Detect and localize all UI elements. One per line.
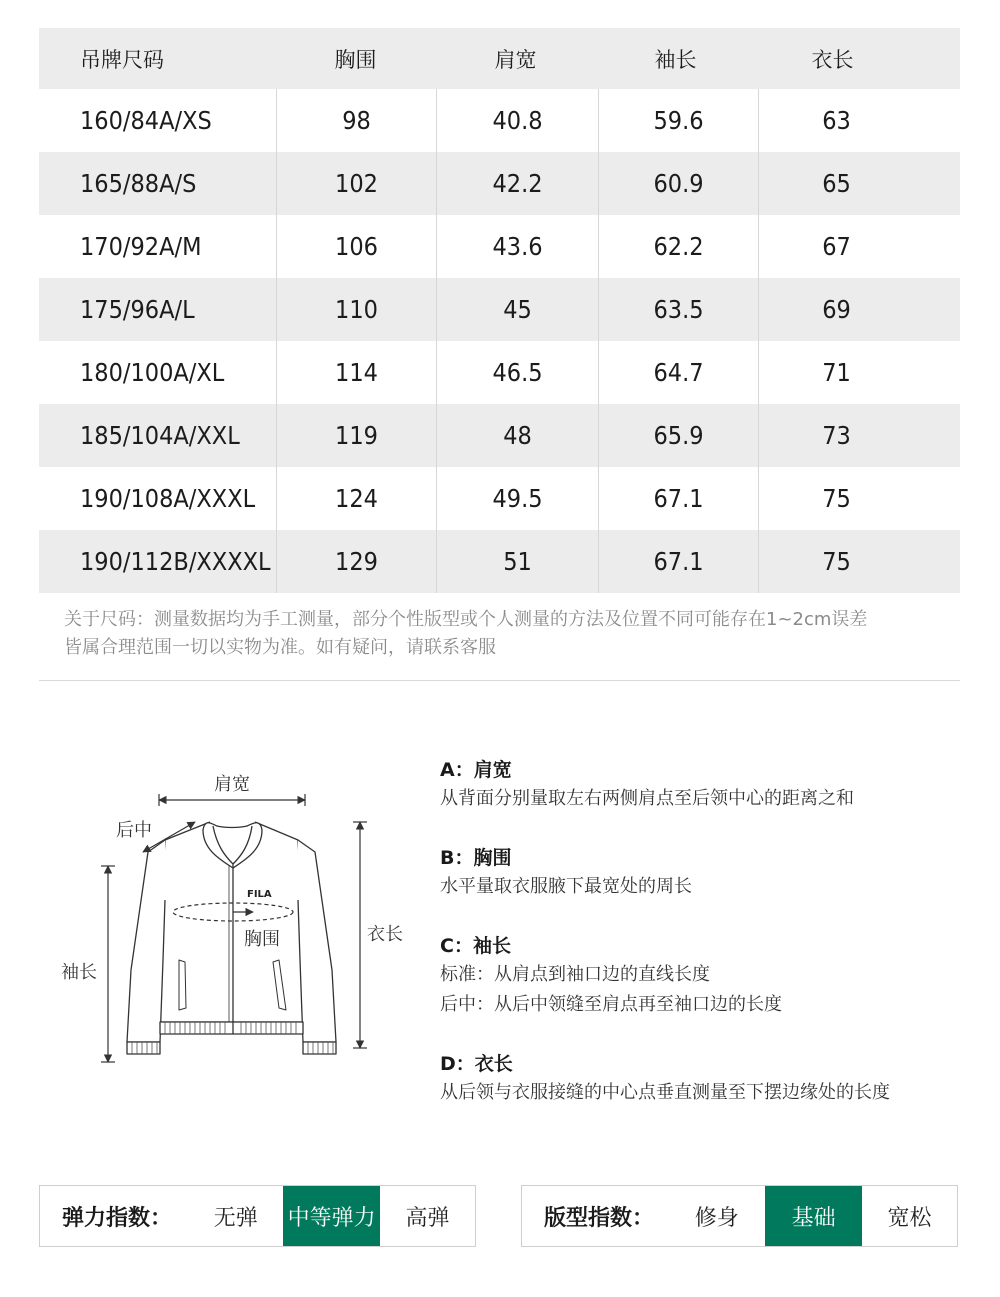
definition-title: D：衣长: [440, 1053, 513, 1075]
definition-text: 标准：从肩点到袖口边的直线长度: [440, 964, 710, 985]
cell-sleeve: 65.9: [598, 404, 758, 467]
cell-sleeve: 63.5: [598, 278, 758, 341]
cell-shoulder: 46.5: [436, 341, 598, 404]
cell-chest: 124: [276, 467, 436, 530]
cell-shoulder: 40.8: [436, 89, 598, 152]
cell-size: 170/92A/M: [80, 232, 202, 261]
cell-chest: 114: [276, 341, 436, 404]
label-shoulder: 肩宽: [214, 774, 250, 795]
cell-size: 165/88A/S: [80, 169, 197, 198]
cell-shoulder: 43.6: [436, 215, 598, 278]
table-row: [39, 152, 960, 215]
cell-length: 73: [758, 404, 914, 467]
cell-shoulder: 42.2: [436, 152, 598, 215]
header-size: 吊牌尺码: [80, 47, 164, 72]
cell-length: 65: [758, 152, 914, 215]
label-sleeve: 袖长: [61, 962, 97, 983]
cell-chest: 102: [276, 152, 436, 215]
definition-title: A：肩宽: [440, 759, 512, 781]
cell-shoulder: 49.5: [436, 467, 598, 530]
cell-sleeve: 62.2: [598, 215, 758, 278]
cell-length: 69: [758, 278, 914, 341]
table-header-row: [39, 28, 960, 89]
header-length: 衣长: [811, 47, 854, 72]
cell-sleeve: 59.6: [598, 89, 758, 152]
definition-text: 水平量取衣服腋下最宽处的周长: [440, 876, 692, 897]
table-row: [39, 404, 960, 467]
section-divider: [39, 680, 960, 681]
table-row: [39, 89, 960, 152]
cell-chest: 110: [276, 278, 436, 341]
label-chest: 胸围: [244, 929, 280, 950]
cell-chest: 129: [276, 530, 436, 593]
definition-sleeve: [440, 932, 980, 1020]
cell-shoulder: 48: [436, 404, 598, 467]
fila-logo: FILA: [247, 889, 272, 900]
definition-length: [440, 1050, 980, 1108]
cell-size: 190/112B/XXXXL: [80, 547, 271, 576]
cell-sleeve: 60.9: [598, 152, 758, 215]
header-chest: 胸围: [334, 47, 377, 72]
table-row: [39, 278, 960, 341]
cell-chest: 106: [276, 215, 436, 278]
table-row: [39, 467, 960, 530]
cell-size: 175/96A/L: [80, 295, 195, 324]
elasticity-option-high[interactable]: 高弹: [405, 1205, 450, 1231]
definition-title: C：袖长: [440, 935, 511, 957]
fit-option-slim[interactable]: 修身: [694, 1205, 739, 1231]
elasticity-option-medium[interactable]: 中等弹力: [283, 1186, 380, 1246]
size-note: [64, 606, 964, 662]
cell-length: 67: [758, 215, 914, 278]
size-table: [39, 28, 960, 593]
cell-size: 185/104A/XXL: [80, 421, 240, 450]
definition-shoulder: [440, 756, 980, 814]
table-row: [39, 530, 960, 593]
elasticity-option-none[interactable]: 无弹: [213, 1205, 258, 1231]
definition-text: 从后领与衣服接缝的中心点垂直测量至下摆边缘处的长度: [440, 1082, 890, 1103]
header-sleeve: 袖长: [654, 47, 697, 72]
cell-length: 71: [758, 341, 914, 404]
cell-length: 75: [758, 530, 914, 593]
cell-chest: 98: [276, 89, 436, 152]
label-back-center: 后中: [116, 820, 152, 841]
cell-shoulder: 51: [436, 530, 598, 593]
fit-index: [521, 1185, 958, 1247]
definition-text: 从背面分别量取左右两侧肩点至后领中心的距离之和: [440, 788, 854, 809]
cell-size: 180/100A/XL: [80, 358, 225, 387]
size-note-line: 关于尺码：测量数据均为手工测量，部分个性版型或个人测量的方法及位置不同可能存在1~2cm误差: [64, 609, 868, 630]
cell-length: 63: [758, 89, 914, 152]
table-row: [39, 215, 960, 278]
measurement-definitions: [440, 756, 980, 1108]
header-shoulder: 肩宽: [494, 47, 537, 72]
definition-text: 后中：从后中领缝至肩点再至袖口边的长度: [440, 994, 782, 1015]
size-note-line: 皆属合理范围一切以实物为准。如有疑问，请联系客服: [64, 637, 496, 658]
elasticity-label: 弹力指数：: [62, 1205, 173, 1231]
cell-size: 190/108A/XXXL: [80, 484, 256, 513]
fit-label: 版型指数：: [544, 1205, 655, 1231]
elasticity-index: [39, 1185, 476, 1247]
cell-sleeve: 67.1: [598, 467, 758, 530]
cell-sleeve: 67.1: [598, 530, 758, 593]
jacket-measurement-diagram: [55, 760, 425, 1080]
cell-length: 75: [758, 467, 914, 530]
definition-title: B：胸围: [440, 847, 512, 869]
definition-chest: [440, 844, 980, 902]
label-length: 衣长: [367, 924, 403, 945]
cell-sleeve: 64.7: [598, 341, 758, 404]
table-row: [39, 341, 960, 404]
fit-option-loose[interactable]: 宽松: [887, 1205, 932, 1231]
cell-shoulder: 45: [436, 278, 598, 341]
cell-chest: 119: [276, 404, 436, 467]
cell-size: 160/84A/XS: [80, 106, 212, 135]
fit-option-regular[interactable]: 基础: [765, 1186, 862, 1246]
